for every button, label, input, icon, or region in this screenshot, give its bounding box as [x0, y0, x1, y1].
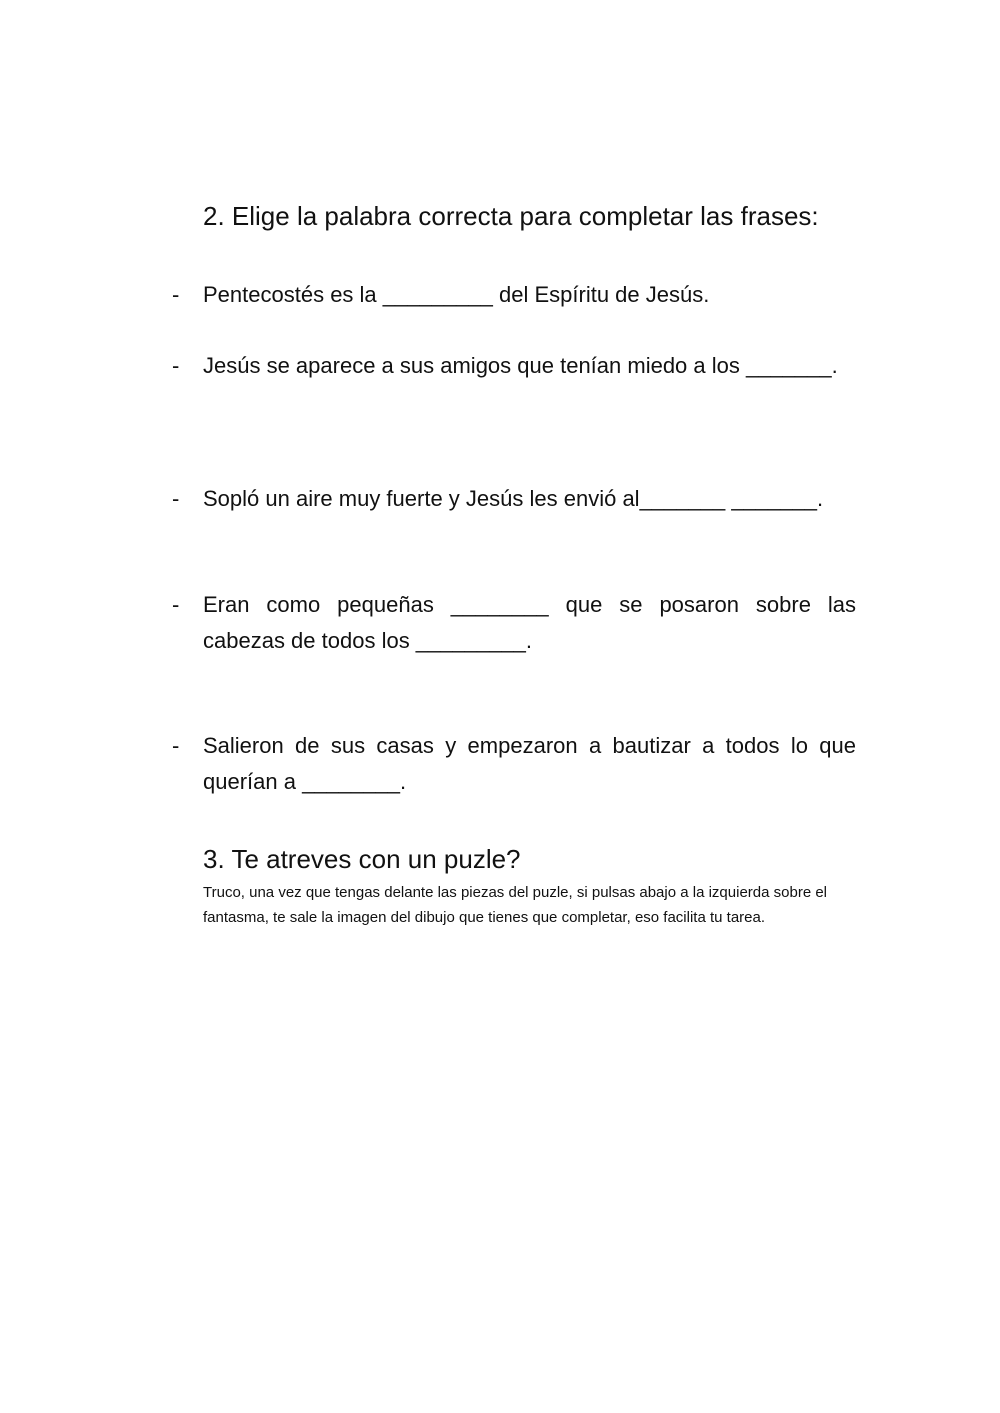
sentence-text: Jesús se aparece a sus amigos que tenían miedo a los _______.: [203, 353, 838, 378]
sentence-item-5: [172, 728, 856, 800]
sentence-text: Eran como pequeñas ________ que se posaron sobre las cabezas de todos los _________.: [203, 592, 856, 653]
section-2-title: 2. Elige la palabra correcta para completar las frases:: [203, 201, 819, 231]
sentence-text: Salieron de sus casas y empezaron a bautizar a todos lo que querían a ________.: [203, 733, 856, 794]
bullet-dash: -: [172, 353, 180, 378]
section-3-title: 3. Te atreves con un puzle?: [203, 844, 521, 874]
bullet-dash: -: [172, 486, 180, 511]
bullet-dash: -: [172, 592, 180, 617]
bullet-dash: -: [172, 282, 180, 307]
sentence-item-3: [172, 481, 856, 517]
sentence-item-2: [172, 348, 856, 384]
sentence-text: Pentecostés es la _________ del Espíritu de Jesús.: [203, 282, 710, 307]
sentence-text: Sopló un aire muy fuerte y Jesús les envió al_______ _______.: [203, 486, 824, 511]
puzzle-tip-text: Truco, una vez que tengas delante las piezas del puzle, si pulsas abajo a la izquierda sobre el fantasma, te sale la imagen del dibujo que tienes que completar, eso facilita tu tarea.: [203, 884, 828, 926]
sentence-item-4: [172, 587, 856, 659]
bullet-dash: -: [172, 733, 180, 758]
sentence-item-1: [172, 277, 856, 313]
